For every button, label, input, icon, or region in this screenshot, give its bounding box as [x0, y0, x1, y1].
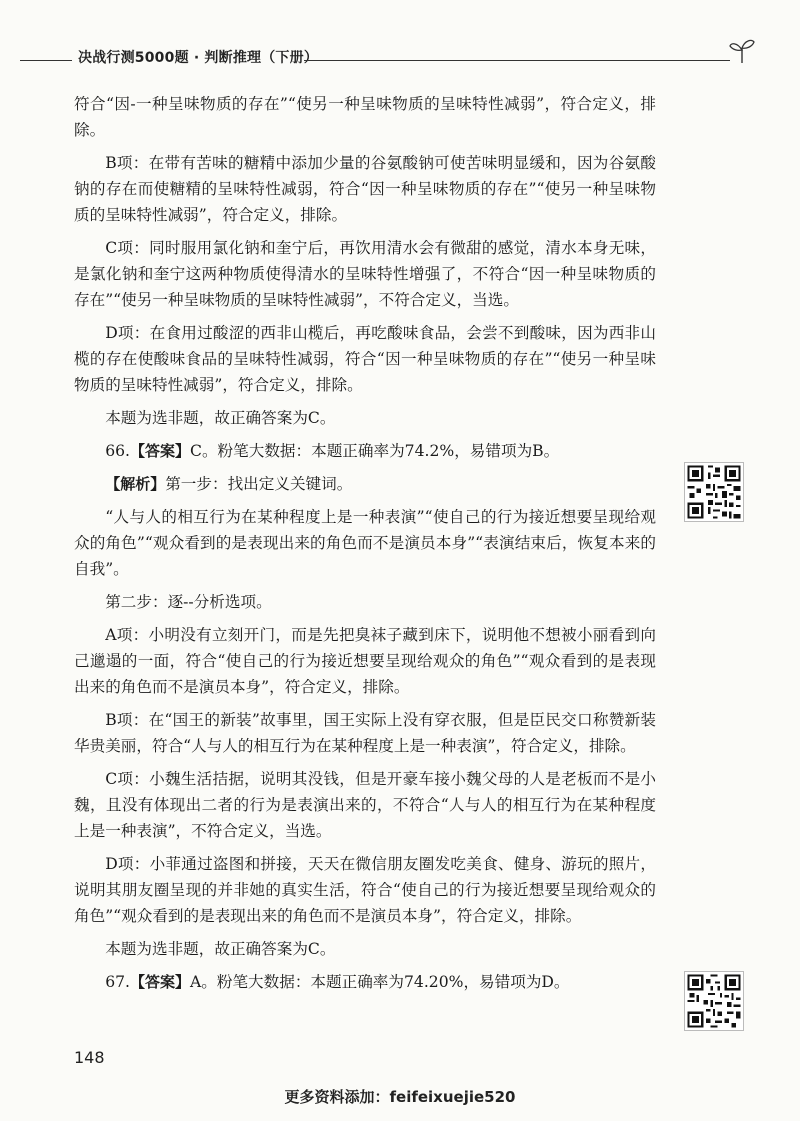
sprout-icon: [728, 38, 756, 64]
qr-code-icon: [685, 463, 743, 521]
analysis-tag: 【解析】: [105, 475, 166, 493]
paragraph: B项：在“国王的新装”故事里，国王实际上没有穿衣服，但是臣民交口称赞新装华贵美丽，符合“人与人的相互行为在某种程度上是一种表演”，符合定义，排除。: [74, 711, 656, 755]
qr-code-67[interactable]: [684, 971, 744, 1031]
paragraph: “人与人的相互行为在某种程度上是一种表演”“使自己的行为接近想要呈现给观众的角色”“观众看到的是表现出来的角色而不是演员本身”“表演结束后，恢复本来的自我”。: [74, 508, 656, 578]
paragraph: A项：小明没有立刻开门，而是先把臭袜子藏到床下，说明他不想被小丽看到向己邋遢的一面，符合“使自己的行为接近想要呈现给观众的角色”“观众看到的是表现出来的角色而不是演员本身”，符合定义，排除。: [74, 626, 656, 696]
footer-promo-text: 更多资料添加：feifeixuejie520: [284, 1088, 516, 1106]
page-body: [74, 91, 656, 1002]
paragraph: D项：在食用过酸涩的西非山榄后，再吃酸味食品，会尝不到酸味，因为西非山榄的存在使酸味食品的呈味特性减弱，符合“因一种呈味物质的存在”“使另一种呈味物质的呈味特性减弱”，符合定义，排除。: [74, 324, 656, 394]
qr-code-icon: [685, 972, 743, 1030]
running-header-title: 决战行测5000题 · 判断推理（下册）: [78, 50, 319, 66]
answer-tag: 【答案】: [130, 973, 191, 991]
header-rule-left: [20, 60, 72, 61]
paragraph: 第二步：逐--分析选项。: [105, 593, 272, 611]
qr-code-66[interactable]: [684, 462, 744, 522]
paragraph: 本题为选非题，故正确答案为C。: [105, 940, 336, 958]
paragraph: 符合“因-一种呈味物质的存在”“使另一种呈味物质的呈味特性减弱”，符合定义，排除。: [74, 95, 656, 139]
answer-tag: 【答案】: [130, 442, 191, 460]
paragraph: C项：小魏生活拮据，说明其没钱，但是开豪车接小魏父母的人是老板而不是小魏，且没有体现出二者的行为是表演出来的，不符合“人与人的相互行为在某种程度上是一种表演”，不符合定义，当选。: [74, 770, 656, 840]
question-number: 67.: [105, 973, 130, 991]
page-number: 148: [74, 1048, 105, 1067]
paragraph: C项：同时服用氯化钠和奎宁后，再饮用清水会有微甜的感觉，清水本身无味，是氯化钠和奎宁这两种物质使得清水的呈味特性增强了，不符合“因一种呈味物质的存在”“使另一种呈味物质的呈味特性减弱”，不符合定义，当选。: [74, 239, 656, 309]
question-number: 66.: [105, 442, 130, 460]
analysis-66: 【解析】第一步：找出定义关键词。: [105, 475, 353, 493]
paragraph: 本题为选非题，故正确答案为C。: [105, 409, 336, 427]
header-rule-right: [304, 60, 730, 61]
paragraph: D项：小菲通过盗图和拼接，天天在微信朋友圈发吃美食、健身、游玩的照片，说明其朋友圈呈现的并非她的真实生活，符合“使自己的行为接近想要呈现给观众的角色”“观众看到的是表现出来的角色而不是演员本身”，符合定义，排除。: [74, 855, 656, 925]
paragraph: B项：在带有苦味的糖精中添加少量的谷氨酸钠可使苦味明显缓和，因为谷氨酸钠的存在而使糖精的呈味特性减弱，符合“因一种呈味物质的存在”“使另一种呈味物质的呈味特性减弱”，符合定义，排除。: [74, 154, 656, 224]
answer-66: 66.【答案】C。粉笔大数据：本题正确率为74.2%，易错项为B。: [105, 442, 560, 460]
answer-67: 67.【答案】A。粉笔大数据：本题正确率为74.20%，易错项为D。: [105, 973, 570, 991]
